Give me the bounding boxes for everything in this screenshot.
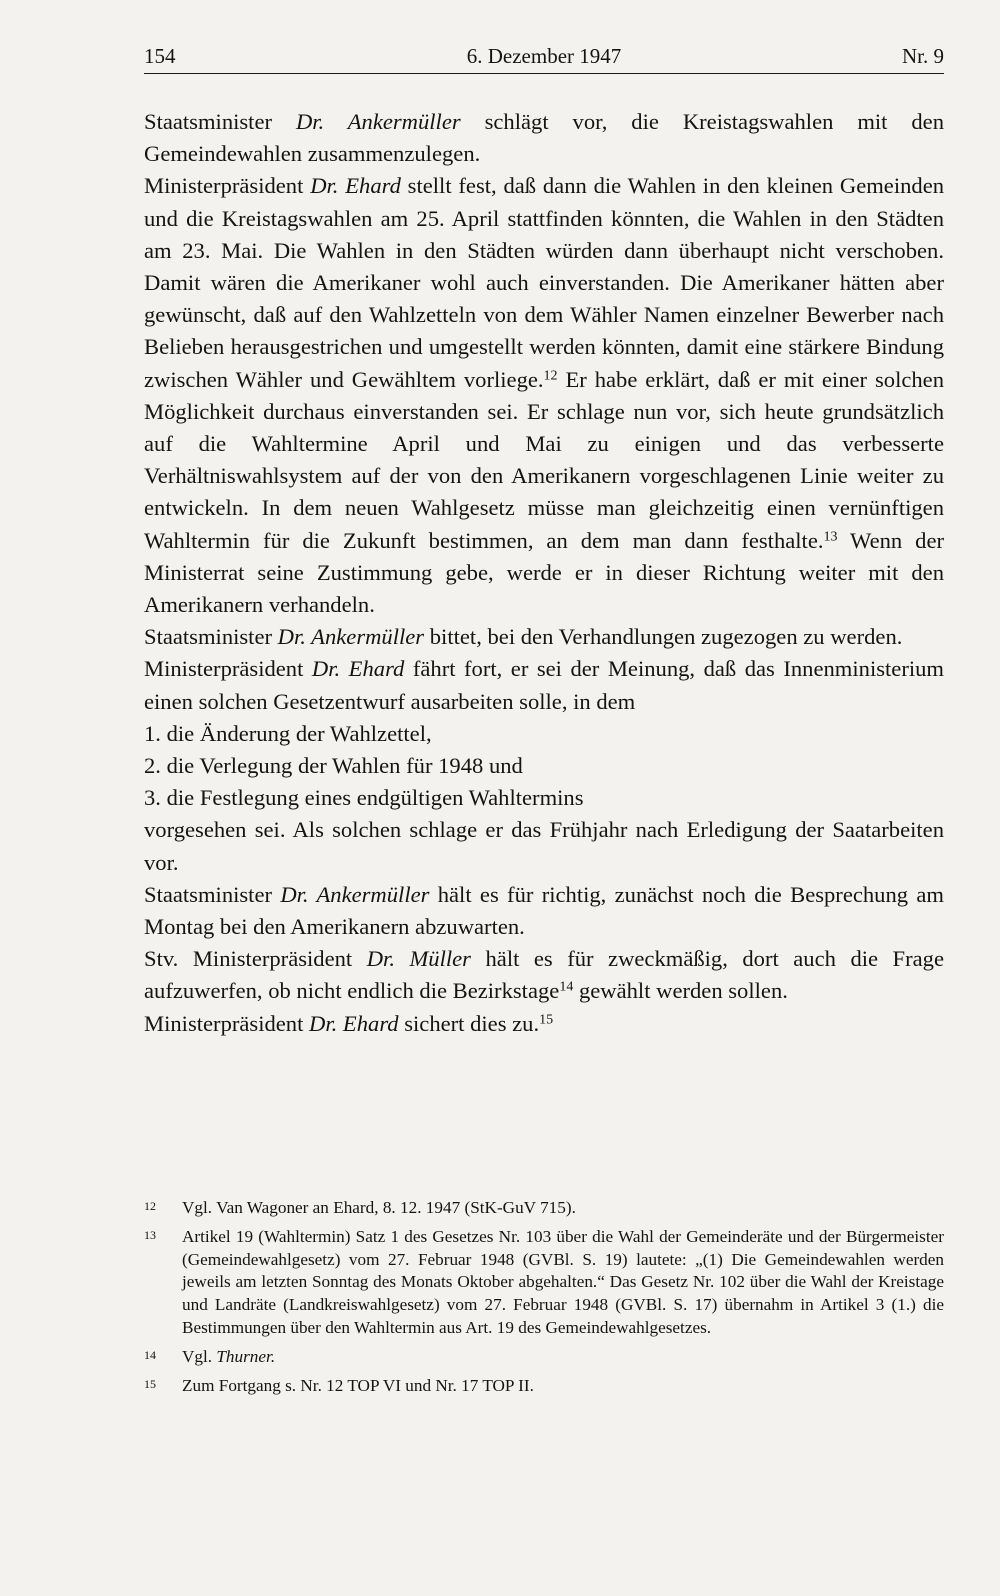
footnote-ref: 12 — [543, 367, 558, 383]
text-run: Vgl. — [182, 1346, 217, 1366]
text-run: stellt fest, daß dann die Wahlen in den kleinen Gemeinden und die Kreistagswahlen am 25. April stattfinden könnten, die Wahlen in den Städten am 23. Mai. Die Wahlen in den Städten würden dann überhaupt nicht verschoben. Damit wären die Amerikaner wohl auch einverstanden. Die Amerikaner hätten aber gewünscht, daß auf den Wahlzetteln von dem Wähler Namen einzelner Bewerber nach Belieben herausgestrichen und umgestellt werden könnten, damit eine stärkere Bindung zwischen Wähler und Gewähltem vorliege. — [144, 173, 945, 392]
footnote-number: 12 — [144, 1199, 156, 1213]
text-run: Staatsminister — [144, 624, 278, 650]
text-run: sichert dies zu. — [398, 1010, 540, 1036]
footnote-ref: 14 — [559, 979, 574, 995]
header-rule — [144, 73, 944, 74]
footnote — [144, 1197, 944, 1220]
speaker-name: Dr. Ankermüller — [295, 109, 461, 134]
text-run: Wenn der Ministerrat seine Zustimmung gebe, werde er in dieser Richtung weiter mit den Amerikanern verhandeln. — [144, 527, 944, 618]
footnote — [144, 1375, 944, 1398]
list-item — [144, 750, 944, 782]
text-run: bittet, bei den Verhandlungen zugezogen zu werden. — [424, 624, 903, 650]
list-item — [144, 782, 944, 814]
page-number: 154 — [144, 44, 176, 68]
text-run: Ministerpräsident — [144, 173, 311, 199]
text-run: 3. die Festlegung eines endgültigen Wahltermins — [144, 785, 584, 811]
paragraph — [144, 621, 944, 653]
text-run: Ministerpräsident — [144, 1010, 310, 1036]
text-run: 1. die Änderung der Wahlzettel, — [144, 720, 432, 746]
text-run: 2. die Verlegung der Wahlen für 1948 und — [144, 753, 523, 779]
text-run: hält es für richtig, zunächst noch die Besprechung am Montag bei den Amerikanern abzuwarten. — [144, 881, 944, 940]
footnote — [144, 1346, 944, 1369]
main-text — [144, 106, 944, 1040]
paragraph — [144, 170, 944, 621]
footnote-ref: 13 — [823, 528, 838, 544]
speaker-name: Dr. Ehard — [310, 173, 401, 199]
text-run: fährt fort, er sei der Meinung, daß das Innenministerium einen solchen Gesetzentwurf ausarbeiten solle, in dem — [144, 656, 945, 714]
footnote-ref: 15 — [539, 1011, 554, 1027]
text-run: Staatsminister — [144, 109, 296, 134]
speaker-name: Dr. Ankermüller — [277, 624, 425, 650]
list-item — [144, 718, 944, 750]
text-run: Er habe erklärt, daß er mit einer solchen Möglichkeit durchaus einverstanden sei. Er schlage nun vor, sich heute grundsätzlich auf die Wahltermine April und Mai zu einigen und das verbesserte Verhältniswahlsystem auf der von den Amerikanern vorgeschlagenen Linie weiter zu entwickeln. In dem neuen Wahlgesetz müsse man gleichzeitig einen vernünftigen Wahltermin für die Zukunft bestimmen, an dem man dann festhalte. — [144, 366, 944, 553]
text-run: hält es für zweckmäßig, dort auch die Frage aufzuwerfen, ob nicht endlich die Bezirkstage — [144, 946, 944, 1004]
footnote-number: 14 — [144, 1347, 156, 1362]
footnote-number: 13 — [144, 1227, 156, 1242]
text-run: gewählt werden sollen. — [573, 978, 788, 1004]
paragraph — [144, 879, 944, 943]
paragraph — [144, 943, 944, 1007]
text-run: Artikel 19 (Wahltermin) Satz 1 des Gesetzes Nr. 103 über die Wahl der Gemeinderäte und der Bürgermeister (Gemeindewahlgesetz) vom 27. Februar 1948 (GVBl. S. 19) lautete: „(1) Die Gemeindewahlen werden jeweils am letzten Sonntag des Monats Oktober abgehalten.“ Das Gesetz Nr. 102 über die Wahl der Kreistage und Landräte (Landkreiswahlgesetz) vom 27. Februar 1948 (GVBl. S. 17) übernahm in Artikel 3 (1.) die Bestimmungen über den Wahltermin aus Art. 19 des Gemeindewahlgesetzes. — [182, 1226, 944, 1337]
paragraph — [144, 1008, 944, 1040]
header-date: 6. Dezember 1947 — [466, 44, 622, 68]
footnote — [144, 1226, 944, 1340]
speaker-name: Dr. Ehard — [309, 1010, 399, 1036]
speaker-name: Thurner. — [216, 1346, 276, 1366]
running-header — [144, 44, 944, 74]
text-run: Vgl. Van Wagoner an Ehard, 8. 12. 1947 (StK-GuV 715). — [182, 1198, 576, 1217]
list-item — [144, 814, 944, 878]
issue-number: Nr. 9 — [902, 44, 944, 68]
footnote-number: 15 — [144, 1376, 156, 1391]
speaker-name: Dr. Ankermüller — [280, 881, 430, 907]
footnotes — [144, 1197, 944, 1403]
text-run: Staatsminister — [144, 881, 281, 907]
text-run: schlägt vor, die Kreistagswahlen mit den Gemeindewahlen zusammenzulegen. — [144, 109, 945, 167]
paragraph — [144, 106, 944, 170]
text-run: vorgesehen sei. Als solchen schlage er das Frühjahr nach Erledigung der Saatarbeiten vor. — [144, 817, 944, 875]
speaker-name: Dr. Ehard — [311, 656, 405, 682]
paragraph — [144, 653, 944, 717]
speaker-name: Dr. Müller — [366, 946, 471, 972]
text-run: Zum Fortgang s. Nr. 12 TOP VI und Nr. 17 TOP II. — [182, 1375, 534, 1395]
text-run: Ministerpräsident — [144, 656, 312, 682]
text-run: Stv. Ministerpräsident — [144, 946, 367, 972]
